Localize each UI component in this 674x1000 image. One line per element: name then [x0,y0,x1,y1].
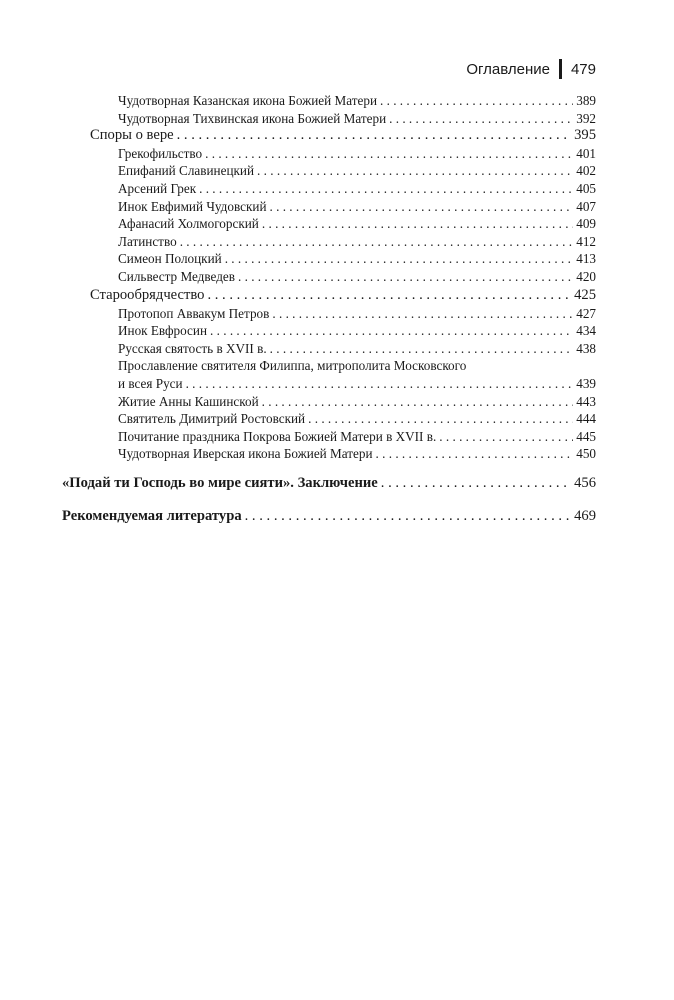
dot-leader [245,508,571,526]
toc-entry[interactable] [118,428,596,446]
toc-entry-page: 401 [576,145,596,161]
toc-entry-page: 439 [576,376,596,391]
toc-entry-page: 434 [576,323,596,339]
dot-leader [270,340,574,358]
toc-entry[interactable] [118,198,596,216]
toc-entry-title: Симеон Полоцкий [118,251,222,267]
toc-entry[interactable] [90,127,596,145]
dot-leader [210,322,573,340]
toc-entry-page: 405 [576,181,596,196]
toc-entry-page: 427 [576,305,596,321]
toc-entry[interactable] [118,340,596,358]
toc-entry-page: 412 [576,233,596,249]
section-title: Оглавление [466,60,550,78]
dot-leader [262,393,574,411]
toc-entry[interactable] [118,305,596,323]
dot-leader [207,287,571,305]
toc-entry-title: Сильвестр Медведев [118,269,236,284]
toc-entry-title: Старообрядчество [90,287,205,303]
toc-entry-title: Житие Анны Кашинской [118,393,259,409]
dot-leader [205,145,573,163]
toc-entry-title: Арсений Грек [118,181,197,196]
toc-entry[interactable] [118,180,596,198]
toc-entry-page: 469 [574,508,596,524]
toc-entry-page: 425 [574,287,596,303]
dot-leader [270,198,574,216]
toc-entry-page: 413 [576,251,596,267]
header-separator [559,59,562,79]
toc-entry-title: Почитание праздника Покрова Божией Матери в XVII в. [118,428,437,444]
toc-entry[interactable] [118,92,596,110]
dot-leader [308,410,573,428]
dot-leader [199,180,573,198]
toc-entry[interactable] [118,410,596,428]
toc-entry[interactable] [118,268,596,286]
toc-entry-title: Чудотворная Иверская икона Божией Матери [118,446,373,462]
toc-entry-title-line1[interactable]: Прославление святителя Филиппа, митрополита Московского [118,358,467,374]
dot-leader [177,127,572,145]
toc-entry[interactable] [118,215,596,233]
toc-entry-title-line2: и всея Руси [118,376,183,391]
running-header [466,58,596,80]
toc-entry-page: 407 [576,198,596,214]
toc-entry-title: Протопоп Аввакум Петров [118,305,270,321]
toc-entry-title: Инок Евфросин [118,323,208,339]
toc-entry-title: Инок Евфимий Чудовский [118,198,267,214]
toc-entry[interactable] [118,233,596,251]
toc-entry-page: 444 [576,411,596,427]
toc-entry[interactable] [118,375,596,393]
toc-entry[interactable] [118,162,596,180]
dot-leader [180,233,574,251]
dot-leader [381,475,571,493]
dot-leader [225,250,574,268]
toc-entry-page: 389 [576,93,596,108]
toc-entry-title: Чудотворная Тихвинская икона Божией Матери [118,110,387,126]
dot-leader [257,162,573,180]
toc-entry[interactable] [118,110,596,128]
toc-entry-title: Святитель Димитрий Ростовский [118,411,306,427]
toc-entry-title: Епифаний Славинецкий [118,163,255,179]
dot-leader [238,268,573,286]
dot-leader [186,375,574,393]
toc-entry[interactable] [118,393,596,411]
toc-entry[interactable] [118,145,596,163]
dot-leader [376,445,574,463]
toc-entry[interactable] [62,508,596,526]
page-number: 479 [570,60,596,78]
dot-leader [439,428,573,446]
toc-entry-title: Споры о вере [90,127,174,144]
toc-entry[interactable] [118,322,596,340]
toc-entry[interactable] [118,445,596,463]
toc-entry-page: 438 [576,340,596,356]
toc-entry-page: 409 [576,216,596,232]
toc-entry-page: 450 [576,446,596,462]
dot-leader [380,92,573,110]
toc-entry-page: 402 [576,163,596,179]
toc-entry-page: 420 [576,269,596,284]
dot-leader [389,110,573,128]
toc-entry-page: 443 [576,393,596,409]
dot-leader [272,305,573,323]
toc-entry[interactable] [62,475,596,493]
toc-entry-page: 445 [576,428,596,444]
toc-entry-title: «Подай ти Господь во мире сияти». Заключение [62,475,378,491]
toc-entry-title: Рекомендуемая литература [62,508,242,524]
toc-entry-title: Чудотворная Казанская икона Божией Матери [118,93,378,108]
toc-entry[interactable] [90,287,596,305]
toc-entry-title: Грекофильство [118,145,203,161]
toc-entry-title: Латинство [118,233,177,249]
toc-entry-title: Русская святость в XVII в. [118,340,267,356]
toc-entry-page: 392 [576,110,596,126]
dot-leader [262,215,573,233]
toc-entry-page: 456 [574,475,596,491]
toc-entry-page: 395 [574,127,596,144]
toc-entry-title: Афанасий Холмогорский [118,216,259,232]
toc-entry[interactable] [118,250,596,268]
